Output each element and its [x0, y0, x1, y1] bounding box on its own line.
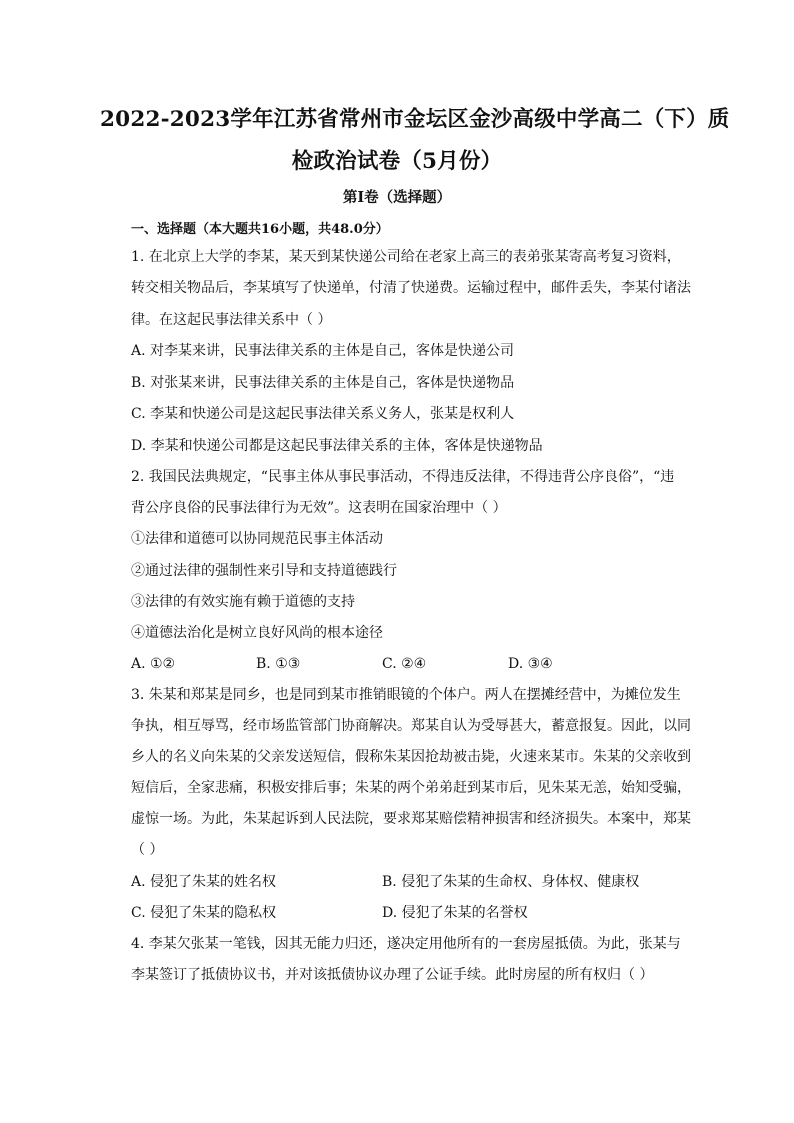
q2-stem-line: 2. 我国民法典规定，“民事主体从事民事活动，不得违反法律，不得违背公序良俗”，“违 — [131, 469, 675, 485]
q1-stem-line: 律。在这起民事法律关系中（ ） — [131, 312, 332, 328]
q1-stem-line: 转交相关物品后，李某填写了快递单，付清了快递费。运输过程中，邮件丢失，李某付诸法 — [131, 280, 691, 296]
q4-stem-line: 李某签订了抵债协议书，并对该抵债协议办理了公证手续。此时房屋的所有权归（ ） — [131, 967, 654, 983]
q3-option-b: B. 侵犯了朱某的生命权、身体权、健康权 — [382, 874, 640, 890]
q3-stem-line: 乡人的名义向朱某的父亲发送短信，假称朱某因抢劫被击毙，火速来某市。朱某的父亲收到 — [131, 749, 691, 765]
q1-option-d: D. 李某和快递公司都是这起民事法律关系的主体，客体是快递物品 — [131, 438, 543, 454]
q2-option-d: D. ③④ — [508, 656, 553, 672]
q3-stem-line: （ ） — [131, 842, 164, 858]
q2-option-b: B. ①③ — [256, 656, 301, 672]
q1-stem-line: 1. 在北京上大学的李某，某天到某快递公司给在老家上高三的表弟张某寄高考复习资料， — [131, 249, 681, 265]
q2-statement: ②通过法律的强制性来引导和支持道德践行 — [131, 563, 397, 579]
q3-stem-line: 短信后，全家悲痛，积极安排后事；朱某的两个弟弟赶到某市后，见朱某无恙，始知受骗， — [131, 780, 691, 796]
volume-subtitle: 第I卷（选择题） — [342, 189, 452, 206]
q1-option-a: A. 对李某来讲，民事法律关系的主体是自己，客体是快递公司 — [131, 343, 515, 359]
q2-option-c: C. ②④ — [382, 656, 427, 672]
q2-statement: ①法律和道德可以协同规范民事主体活动 — [131, 531, 383, 547]
q2-stem-line: 背公序良俗的民事法律行为无效”。这表明在国家治理中（ ） — [131, 500, 507, 516]
q2-option-a: A. ①② — [131, 656, 176, 672]
q3-option-a: A. 侵犯了朱某的姓名权 — [131, 874, 277, 890]
q4-stem-line: 4. 李某欠张某一笔钱，因其无能力归还，遂决定用他所有的一套房屋抵债。为此，张某与 — [131, 936, 681, 952]
q3-stem-line: 虚惊一场。为此，朱某起诉到人民法院，要求郑某赔偿精神损害和经济损失。本案中，郑某 — [131, 811, 691, 827]
q3-stem-line: 3. 朱某和郑某是同乡，也是同到某市推销眼镜的个体户。两人在摆摊经营中，为摊位发生 — [131, 687, 681, 703]
q2-statement: ③法律的有效实施有赖于道德的支持 — [131, 594, 355, 610]
q3-option-d: D. 侵犯了朱某的名誉权 — [382, 905, 528, 921]
q2-statement: ④道德法治化是树立良好风尚的根本途径 — [131, 625, 383, 641]
q3-stem-line: 争执，相互辱骂，经市场监管部门协商解决。郑某自认为受辱甚大，蓄意报复。因此，以同 — [131, 718, 691, 734]
section-header: 一、选择题（本大题共16小题，共48.0分） — [131, 222, 389, 237]
exam-title-line-1: 2022-2023学年江苏省常州市金坛区金沙高级中学高二（下）质 — [100, 107, 730, 132]
q1-option-b: B. 对张某来讲，民事法律关系的主体是自己，客体是快递物品 — [131, 375, 515, 391]
q1-option-c: C. 李某和快递公司是这起民事法律关系义务人，张某是权利人 — [131, 406, 515, 422]
q3-option-c: C. 侵犯了朱某的隐私权 — [131, 905, 277, 921]
exam-title-line-2: 检政治试卷（5月份） — [291, 149, 503, 174]
